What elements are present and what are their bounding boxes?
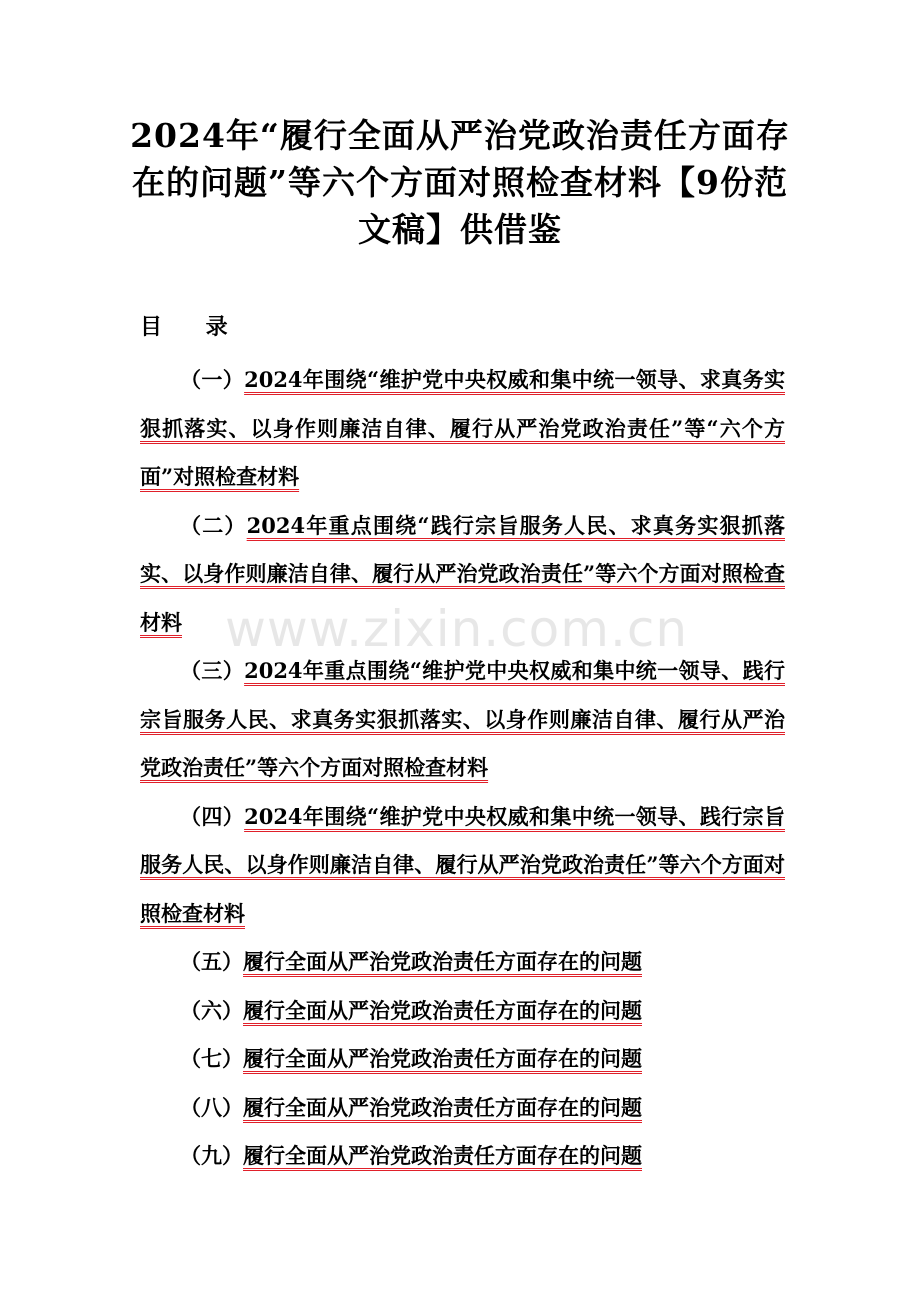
toc-entry-2 — [140, 502, 785, 648]
toc-entry-number: （七） — [180, 1046, 243, 1071]
toc-link-9[interactable]: 履行全面从严治党政治责任方面存在的问题 — [243, 1143, 642, 1168]
toc-link-2[interactable]: 2024年重点围绕“践行宗旨服务人民、求真务实狠抓落实、以身作则廉洁自律、履行从严治党政治责任”等六个方面对照检查材料 — [140, 512, 785, 635]
toc-entry-number: （二） — [180, 512, 247, 538]
toc-link-5[interactable]: 履行全面从严治党政治责任方面存在的问题 — [243, 949, 642, 974]
toc-entry-9 — [140, 1132, 785, 1181]
toc-heading: 目 录 — [140, 314, 246, 340]
toc-entry-7 — [140, 1035, 785, 1084]
document-title: 2024年“履行全面从严治党政治责任方面存在的问题”等六个方面对照检查材料【9份范文稿】供借鉴 — [130, 116, 790, 249]
toc-entry-number: （八） — [180, 1094, 243, 1120]
toc-link-3[interactable]: 2024年重点围绕“维护党中央权威和集中统一领导、践行宗旨服务人民、求真务实狠抓落实、以身作则廉洁自律、履行从严治党政治责任”等六个方面对照检查材料 — [140, 658, 785, 780]
watermark: www.zixin.com.cn — [225, 600, 689, 658]
toc-entry-number: （一） — [180, 367, 245, 392]
toc-entry-5 — [140, 938, 785, 987]
toc-entry-6 — [140, 987, 785, 1036]
toc-link-6[interactable]: 履行全面从严治党政治责任方面存在的问题 — [243, 997, 642, 1023]
table-of-contents — [140, 356, 785, 1181]
toc-entry-number: （五） — [180, 949, 243, 974]
toc-link-4[interactable]: 2024年围绕“维护党中央权威和集中统一领导、践行宗旨服务人民、以身作则廉洁自律、履行从严治党政治责任”等六个方面对照检查材料 — [140, 803, 785, 926]
toc-entry-8 — [140, 1084, 785, 1133]
toc-entry-number: （九） — [180, 1143, 243, 1168]
toc-link-8[interactable]: 履行全面从严治党政治责任方面存在的问题 — [243, 1094, 642, 1120]
toc-link-1[interactable]: 2024年围绕“维护党中央权威和集中统一领导、求真务实狠抓落实、以身作则廉洁自律、履行从严治党政治责任”等“六个方面”对照检查材料 — [140, 367, 785, 489]
toc-entry-3 — [140, 647, 785, 793]
toc-link-7[interactable]: 履行全面从严治党政治责任方面存在的问题 — [243, 1046, 642, 1071]
toc-entry-number: （三） — [180, 658, 245, 683]
toc-entry-number: （四） — [180, 803, 245, 829]
toc-entry-number: （六） — [180, 997, 243, 1023]
toc-entry-4 — [140, 793, 785, 939]
toc-entry-1 — [140, 356, 785, 502]
